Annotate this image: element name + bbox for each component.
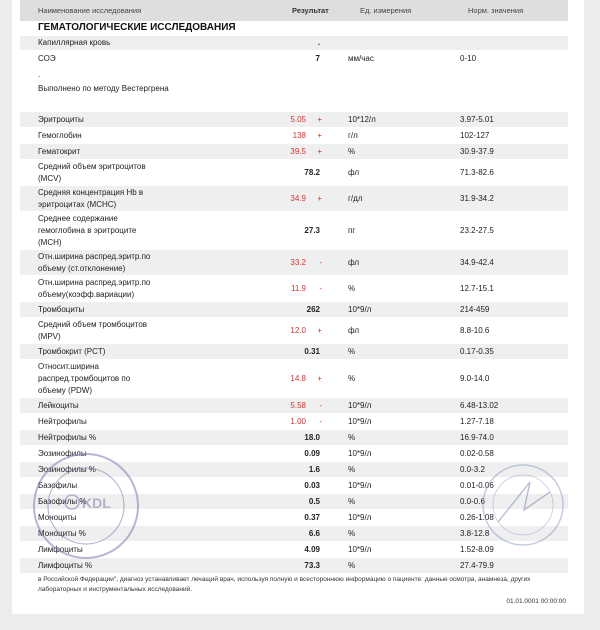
table-row bbox=[20, 82, 568, 96]
unit-value: % bbox=[348, 465, 356, 474]
result-value: 0.5 bbox=[308, 497, 320, 506]
abnormal-flag: + bbox=[317, 115, 322, 124]
unit-value: % bbox=[348, 433, 356, 442]
test-name-line: Средний объем эритроцитов bbox=[38, 162, 146, 171]
test-name-line: эритроцитах (MCHC) bbox=[38, 200, 117, 209]
unit-value: 10*12/л bbox=[348, 115, 376, 124]
unit-value: % bbox=[348, 347, 356, 356]
unit-value: пг bbox=[348, 226, 356, 235]
test-name-line: Тромбокрит (PCT) bbox=[38, 347, 106, 356]
norm-range: 0.01-0.06 bbox=[460, 481, 494, 490]
test-name bbox=[38, 304, 84, 316]
table-row bbox=[20, 212, 568, 249]
abnormal-flag: - bbox=[319, 417, 322, 426]
unit-value: г/л bbox=[348, 131, 358, 140]
norm-range: 6.48-13.02 bbox=[460, 401, 499, 410]
test-name bbox=[38, 130, 82, 142]
result-value: 0.31 bbox=[304, 347, 320, 356]
unit-value: 10*9/л bbox=[348, 481, 372, 490]
table-row bbox=[20, 70, 568, 80]
abnormal-flag: - bbox=[319, 258, 322, 267]
test-name-line: объему(коэфф.вариации) bbox=[38, 290, 135, 299]
test-name-line: (MCH) bbox=[38, 238, 62, 247]
norm-range: 16.9-74.0 bbox=[460, 433, 494, 442]
abnormal-flag: + bbox=[317, 131, 322, 140]
stamp-text: KDL bbox=[82, 495, 111, 511]
table-row bbox=[20, 160, 568, 185]
test-name-line: (MPV) bbox=[38, 332, 61, 341]
col-name-header: Наименование исследования bbox=[38, 6, 142, 15]
result-value: 5.58 bbox=[290, 401, 306, 410]
test-name-line: гемоглобина в эритроците bbox=[38, 226, 137, 235]
table-row bbox=[20, 414, 568, 429]
test-name-line: Средний объем тромбоцитов bbox=[38, 320, 148, 329]
norm-range: 0.17-0.35 bbox=[460, 347, 494, 356]
report-date: 01.01.0001 00:00:00 bbox=[506, 598, 566, 605]
norm-range: 23.2-27.5 bbox=[460, 226, 494, 235]
result-value: 39.5 bbox=[290, 147, 306, 156]
abnormal-flag: + bbox=[317, 374, 322, 383]
unit-value: фл bbox=[348, 168, 360, 177]
norm-range: 71.3-82.6 bbox=[460, 168, 494, 177]
test-name bbox=[38, 213, 136, 249]
norm-range: 1.27-7.18 bbox=[460, 417, 494, 426]
norm-range: 102-127 bbox=[460, 131, 490, 140]
norm-range: 214-459 bbox=[460, 305, 490, 314]
table-row bbox=[20, 250, 568, 275]
test-name-line: объему (ст.отклонение) bbox=[38, 264, 126, 273]
test-name bbox=[38, 37, 110, 49]
norm-range: 3.97-5.01 bbox=[460, 115, 494, 124]
test-name-line: Эозинофилы bbox=[38, 449, 87, 458]
test-name bbox=[38, 346, 105, 358]
norm-range: 12.7-15.1 bbox=[460, 284, 494, 293]
abnormal-flag: + bbox=[317, 147, 322, 156]
result-value: 27.3 bbox=[304, 226, 320, 235]
test-name-line: Эритроциты bbox=[38, 115, 84, 124]
unit-value: фл bbox=[348, 326, 360, 335]
result-value: 1.00 bbox=[290, 417, 306, 426]
col-result-header: Результат bbox=[292, 6, 329, 15]
result-value: 12.0 bbox=[290, 326, 306, 335]
table-row bbox=[20, 144, 568, 159]
unit-value: 10*9/л bbox=[348, 545, 372, 554]
test-name-line: Тромбоциты bbox=[38, 305, 85, 314]
unit-value: 10*9/л bbox=[348, 449, 372, 458]
test-name-line: Базофилы % bbox=[38, 497, 87, 506]
result-value: 78.2 bbox=[304, 168, 320, 177]
abnormal-flag: + bbox=[317, 326, 322, 335]
footer-line-1: в Российской Федерации", диагноз устанавливает лечащий врач, используя полную и всестороннюю информацию о пациенте: данные осмотра, анамнеза, других bbox=[38, 576, 531, 583]
abnormal-flag: - bbox=[319, 284, 322, 293]
table-row bbox=[20, 318, 568, 343]
unit-value: % bbox=[348, 561, 356, 570]
table-row bbox=[20, 112, 568, 127]
norm-range: 1.52-8.09 bbox=[460, 545, 494, 554]
norm-range: 9.0-14.0 bbox=[460, 374, 490, 383]
test-name bbox=[38, 53, 56, 65]
table-row bbox=[20, 36, 568, 50]
test-name bbox=[38, 146, 80, 158]
table-row bbox=[20, 51, 568, 67]
result-value: 73.3 bbox=[304, 561, 320, 570]
result-value: 4.09 bbox=[304, 545, 320, 554]
test-name bbox=[38, 361, 130, 397]
signature-stamp bbox=[480, 462, 566, 548]
abnormal-flag: + bbox=[317, 194, 322, 203]
result-value: 0.03 bbox=[304, 481, 320, 490]
test-name-line: Отн.ширина распред.эритр.по bbox=[38, 252, 151, 261]
unit-value: 10*9/л bbox=[348, 401, 372, 410]
result-value: 138 bbox=[292, 131, 306, 140]
norm-range: 0.0-3.2 bbox=[460, 465, 485, 474]
result-value: 0.09 bbox=[304, 449, 320, 458]
test-name-line: (MCV) bbox=[38, 174, 62, 183]
unit-value: % bbox=[348, 374, 356, 383]
unit-value: % bbox=[348, 497, 356, 506]
norm-range: 8.8-10.6 bbox=[460, 326, 490, 335]
unit-value: г/дл bbox=[348, 194, 363, 203]
test-name-line: Моноциты % bbox=[38, 529, 86, 538]
test-name-line: Средняя концентрация Hb в bbox=[38, 188, 144, 197]
lab-stamp bbox=[30, 450, 142, 562]
table-row bbox=[20, 186, 568, 211]
norm-range: 0-10 bbox=[460, 54, 477, 63]
test-name bbox=[38, 416, 87, 428]
test-name-line: Среднее содержание bbox=[38, 214, 118, 223]
norm-range: 27.4-79.9 bbox=[460, 561, 494, 570]
test-name bbox=[38, 114, 84, 126]
table-row bbox=[20, 276, 568, 301]
test-name-line: Отн.ширина распред.эритр.по bbox=[38, 278, 151, 287]
section-title: ГЕМАТОЛОГИЧЕСКИЕ ИССЛЕДОВАНИЯ bbox=[38, 22, 236, 33]
result-value: 14.8 bbox=[290, 374, 306, 383]
test-name bbox=[38, 187, 143, 211]
table-row bbox=[20, 344, 568, 359]
test-name-line: распред.тромбоцитов по bbox=[38, 374, 131, 383]
norm-range: 30.9-37.9 bbox=[460, 147, 494, 156]
test-name-line: Лейкоциты bbox=[38, 401, 79, 410]
unit-value: % bbox=[348, 284, 356, 293]
table-header bbox=[20, 0, 568, 21]
test-name bbox=[38, 319, 147, 343]
result-value: 33.2 bbox=[290, 258, 306, 267]
unit-value: 10*9/л bbox=[348, 417, 372, 426]
test-name bbox=[38, 69, 40, 81]
col-norm-header: Норм. значения bbox=[468, 6, 524, 15]
footer-line-2: лабораторных и инструментальных исследований. bbox=[38, 586, 193, 593]
abnormal-flag: - bbox=[319, 401, 322, 410]
footer-note bbox=[38, 575, 578, 595]
report-page bbox=[12, 0, 584, 614]
norm-range: 0.02-0.58 bbox=[460, 449, 494, 458]
result-value: 18.0 bbox=[304, 433, 320, 442]
test-name-line: Капиллярная кровь bbox=[38, 38, 111, 47]
test-name-line: Гематокрит bbox=[38, 147, 81, 156]
result-value: . bbox=[317, 38, 320, 47]
result-value: 1.6 bbox=[308, 465, 320, 474]
test-name-line: СОЭ bbox=[38, 54, 56, 63]
test-name-line: Гемоглобин bbox=[38, 131, 82, 140]
table-row bbox=[20, 398, 568, 413]
result-value: 5.05 bbox=[290, 115, 306, 124]
test-name-line: Базофилы bbox=[38, 481, 78, 490]
unit-value: % bbox=[348, 147, 356, 156]
test-name bbox=[38, 161, 146, 185]
table-row bbox=[20, 430, 568, 445]
norm-range: 31.9-34.2 bbox=[460, 194, 494, 203]
col-unit-header: Ед. измерения bbox=[360, 6, 412, 15]
test-name-line: Относит.ширина bbox=[38, 362, 99, 371]
test-name bbox=[38, 277, 150, 301]
result-value: 34.9 bbox=[290, 194, 306, 203]
result-value: 262 bbox=[306, 305, 320, 314]
unit-value: % bbox=[348, 529, 356, 538]
test-name-line: Лимфоциты bbox=[38, 545, 83, 554]
result-value: 6.6 bbox=[308, 529, 320, 538]
test-name-line: . bbox=[38, 70, 41, 79]
test-name-line: Лимфоциты % bbox=[38, 561, 93, 570]
norm-range: 0.0-0.6 bbox=[460, 497, 485, 506]
table-row bbox=[20, 302, 568, 317]
test-name bbox=[38, 83, 169, 95]
norm-range: 34.9-42.4 bbox=[460, 258, 494, 267]
unit-value: фл bbox=[348, 258, 360, 267]
unit-value: 10*9/л bbox=[348, 305, 372, 314]
table-row bbox=[20, 360, 568, 397]
test-name-line: Нейтрофилы bbox=[38, 417, 87, 426]
test-name bbox=[38, 400, 79, 412]
test-name-line: Нейтрофилы % bbox=[38, 433, 97, 442]
result-value: 7 bbox=[315, 54, 320, 63]
test-name bbox=[38, 432, 96, 444]
test-name-line: объему (PDW) bbox=[38, 386, 93, 395]
norm-range: 0.26-1.08 bbox=[460, 513, 494, 522]
result-value: 0.37 bbox=[304, 513, 320, 522]
test-name-line: Выполнено по методу Вестергрена bbox=[38, 84, 169, 93]
norm-range: 3.8-12.8 bbox=[460, 529, 490, 538]
result-value: 11.9 bbox=[291, 284, 306, 293]
unit-value: 10*9/л bbox=[348, 513, 372, 522]
test-name bbox=[38, 251, 150, 275]
unit-value: мм/час bbox=[348, 54, 374, 63]
test-name-line: Моноциты bbox=[38, 513, 77, 522]
table-row bbox=[20, 128, 568, 143]
test-name-line: Эозинофилы % bbox=[38, 465, 96, 474]
